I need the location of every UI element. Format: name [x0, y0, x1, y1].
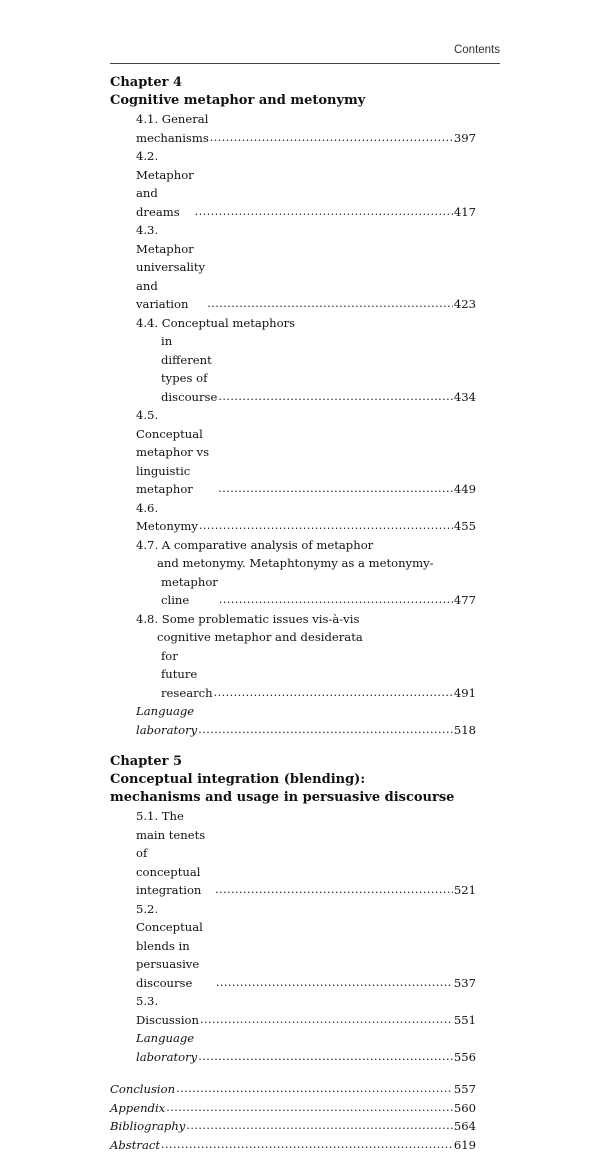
running-header: Contents: [454, 44, 500, 56]
leader-dots: [161, 1136, 453, 1154]
toc-entry[interactable]: [110, 1029, 476, 1066]
page-number: 560: [454, 1099, 476, 1118]
chapter-title: Conceptual integration (blending):: [110, 771, 476, 789]
leader-dots: [186, 1117, 453, 1136]
back-matter: [110, 1080, 476, 1154]
entry-title: 4.3. Metaphor universality and variation: [136, 221, 206, 314]
leader-dots: [195, 203, 453, 222]
entry-title: Language laboratory: [136, 702, 197, 739]
toc-entry[interactable]: [110, 406, 476, 499]
page-number: 434: [454, 388, 476, 407]
entry-last-line: [110, 573, 476, 610]
entry-title: 4.5. Conceptual metaphor vs linguistic metaphor: [136, 406, 217, 499]
entry-title: 4.2. Metaphor and dreams: [136, 147, 194, 221]
chapter-title: Cognitive metaphor and metonymy: [110, 92, 476, 110]
leader-dots: [199, 517, 453, 536]
leader-dots: [198, 1048, 453, 1067]
entry-title-line: for future research: [161, 647, 213, 703]
entry-title: Language laboratory: [136, 1029, 197, 1066]
page-number: 518: [454, 721, 476, 740]
entry-title: 5.1. The main tenets of conceptual integration: [136, 807, 214, 900]
leader-dots: [198, 721, 453, 740]
toc-entry[interactable]: [110, 1080, 476, 1099]
entry-title: 5.2. Conceptual blends in persuasive discourse: [136, 900, 215, 993]
page-number: 423: [454, 295, 476, 314]
entry-title-line: metaphor cline: [161, 573, 218, 610]
entry-title-line: in different types of discourse: [161, 332, 217, 406]
entry-title: Appendix: [110, 1099, 165, 1118]
leader-dots: [200, 1011, 453, 1030]
chapter-5: [110, 753, 476, 1066]
chapter-number: Chapter 5: [110, 753, 476, 771]
toc-entry[interactable]: [110, 1117, 476, 1136]
page-number: 477: [454, 591, 476, 610]
page-number: 417: [454, 203, 476, 222]
toc-entry[interactable]: [110, 1099, 476, 1118]
chapter-number: Chapter 4: [110, 74, 476, 92]
toc-entry[interactable]: [110, 147, 476, 221]
entry-title-line: 4.7. A comparative analysis of metaphor: [110, 536, 476, 555]
entry-title-line: 4.8. Some problematic issues vis-à-vis: [110, 610, 476, 629]
toc-entry[interactable]: [110, 1136, 476, 1154]
entry-title-line: 4.4. Conceptual metaphors: [110, 314, 476, 333]
entry-title: Abstract: [110, 1136, 160, 1154]
leader-dots: [218, 480, 453, 499]
leader-dots: [218, 388, 452, 407]
page-number: 619: [454, 1136, 476, 1154]
entry-title: Bibliography: [110, 1117, 185, 1136]
toc-entry[interactable]: [110, 221, 476, 314]
entry-title-line: cognitive metaphor and desiderata: [110, 628, 476, 647]
page-number: 557: [454, 1080, 476, 1099]
leader-dots: [215, 881, 453, 900]
leader-dots: [207, 295, 453, 314]
leader-dots: [214, 684, 453, 703]
toc: [110, 74, 476, 1154]
entry-last-line: [110, 647, 476, 703]
page-number: 556: [454, 1048, 476, 1067]
leader-dots: [216, 974, 453, 993]
page-number: 564: [454, 1117, 476, 1136]
toc-entry[interactable]: [110, 807, 476, 900]
toc-entry[interactable]: [110, 992, 476, 1029]
entry-title: 4.1. General mechanisms: [136, 110, 209, 147]
page-number: 397: [454, 129, 476, 148]
toc-entry-multiline[interactable]: [110, 610, 476, 703]
page-number: 551: [454, 1011, 476, 1030]
page-number: 455: [454, 517, 476, 536]
page-number: 491: [454, 684, 476, 703]
toc-entry[interactable]: [110, 900, 476, 993]
page-number: 537: [454, 974, 476, 993]
toc-entry[interactable]: [110, 702, 476, 739]
page-number: 521: [454, 881, 476, 900]
page-number: 449: [454, 480, 476, 499]
toc-entry-multiline[interactable]: [110, 536, 476, 610]
entry-title: 5.3. Discussion: [136, 992, 199, 1029]
entry-title-line: and metonymy. Metaphtonymy as a metonymy-: [110, 554, 476, 573]
entry-title: 4.6. Metonymy: [136, 499, 198, 536]
chapter-title: mechanisms and usage in persuasive discourse: [110, 789, 476, 807]
toc-entry-multiline[interactable]: [110, 314, 476, 407]
entry-last-line: [110, 332, 476, 406]
toc-entry[interactable]: [110, 110, 476, 147]
toc-entry[interactable]: [110, 499, 476, 536]
chapter-4: [110, 74, 476, 739]
header-rule: [110, 63, 500, 64]
leader-dots: [219, 591, 453, 610]
entry-title: Conclusion: [110, 1080, 175, 1099]
leader-dots: [166, 1099, 453, 1118]
leader-dots: [210, 129, 453, 148]
leader-dots: [176, 1080, 453, 1099]
